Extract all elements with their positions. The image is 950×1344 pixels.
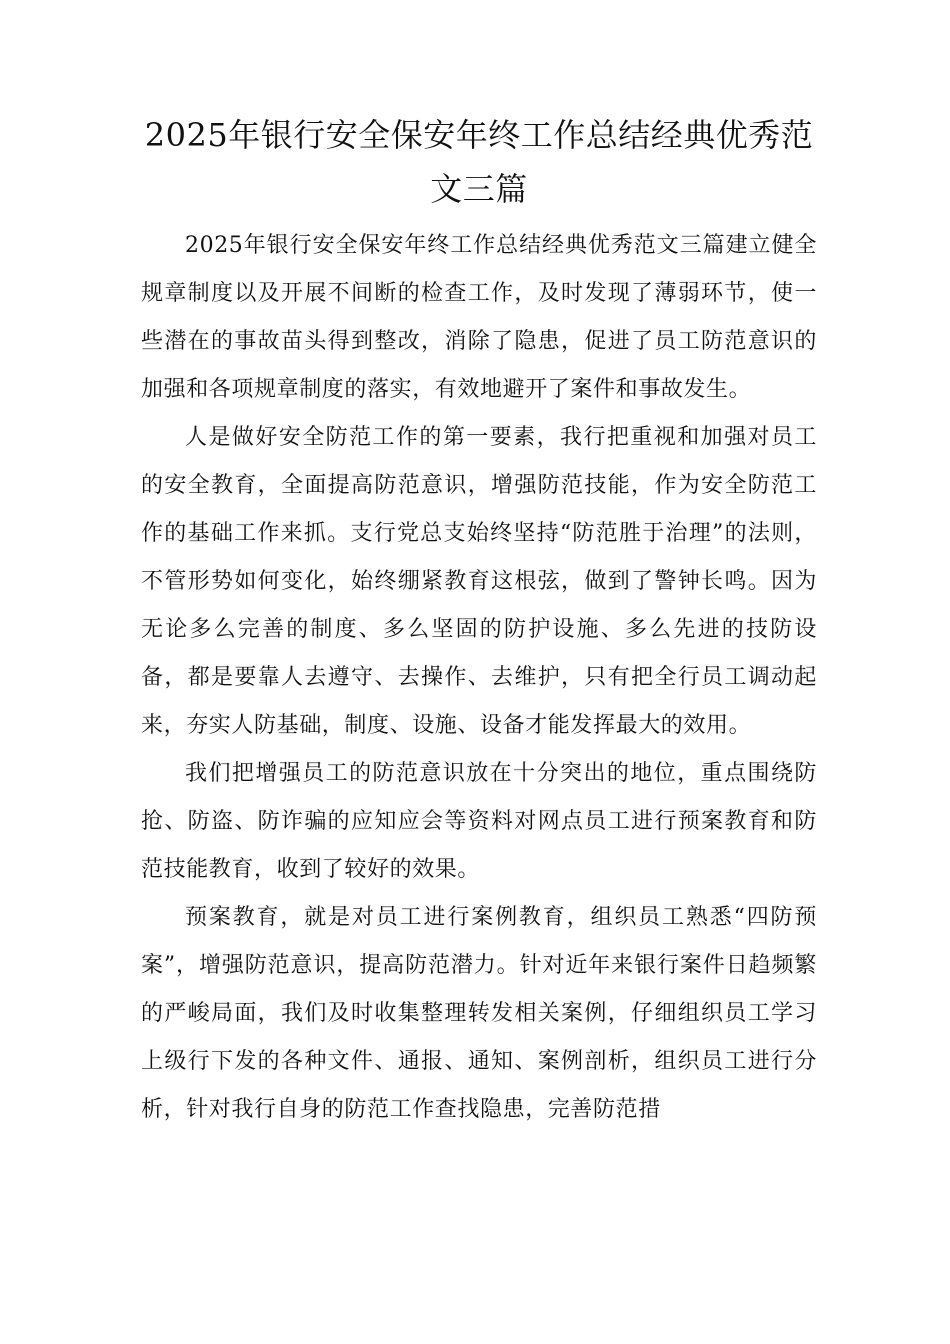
paragraph-4: 预案教育，就是对员工进行案例教育，组织员工熟悉“四防预案”，增强防范意识，提高防范潜力。针对近年来银行案件日趋频繁的严峻局面，我们及时收集整理转发相关案例，仔细组织员工学习上级行下发的各种文件、通报、通知、案例剖析，组织员工进行分析，针对我行自身的防范工作查找隐患，完善防范措 — [141, 905, 817, 1122]
title-line-1: 2025年银行安全保安年终工作总结经典优秀范 — [144, 116, 814, 154]
document-body — [141, 222, 817, 1134]
title-line-2: 文三篇 — [430, 170, 528, 208]
document-title — [141, 108, 817, 216]
paragraph-1: 2025年银行安全保安年终工作总结经典优秀范文三篇建立健全规章制度以及开展不间断的检查工作，及时发现了薄弱环节，使一些潜在的事故苗头得到整改，消除了隐患，促进了员工防范意识的加强和各项规章制度的落实，有效地避开了案件和事故发生。 — [141, 233, 817, 402]
paragraph-2: 人是做好安全防范工作的第一要素，我行把重视和加强对员工的安全教育，全面提高防范意识，增强防范技能，作为安全防范工作的基础工作来抓。支行党总支始终坚持“防范胜于治理”的法则，不管形势如何变化，始终绷紧教育这根弦，做到了警钟长鸣。因为无论多么完善的制度、多么坚固的防护设施、多么先进的技防设备，都是要靠人去遵守、去操作、去维护，只有把全行员工调动起来，夯实人防基础，制度、设施、设备才能发挥最大的效用。 — [141, 425, 817, 738]
document-page — [141, 108, 817, 1134]
paragraph-3: 我们把增强员工的防范意识放在十分突出的地位，重点围绕防抢、防盗、防诈骗的应知应会等资料对网点员工进行预案教育和防范技能教育，收到了较好的效果。 — [141, 761, 817, 882]
